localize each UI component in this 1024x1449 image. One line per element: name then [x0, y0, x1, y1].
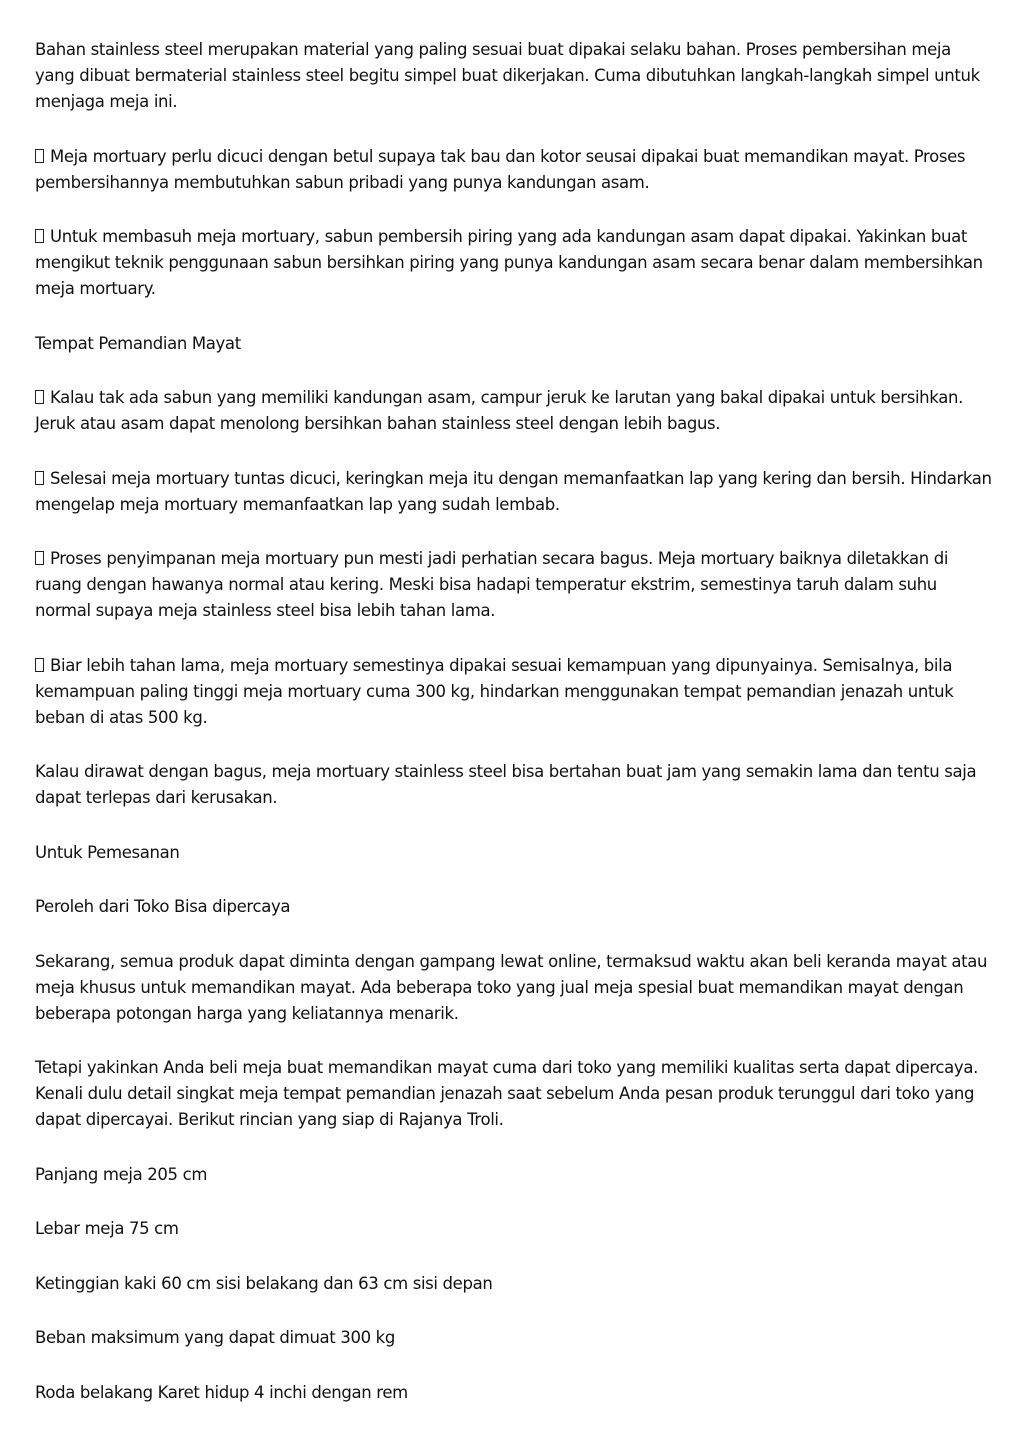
- paragraph: [35, 759, 995, 811]
- paragraph: [35, 949, 995, 1027]
- paragraph-text: Panjang meja 205 cm: [35, 1164, 208, 1184]
- spec-line: [35, 1325, 995, 1351]
- paragraph-text: Selesai meja mortuary tuntas dicuci, keringkan meja itu dengan memanfaatkan lap yang kering dan bersih. Hindarkan mengelap meja mortuary memanfaatkan lap yang sudah lembab.: [35, 468, 997, 514]
- bullet-paragraph: [35, 466, 995, 518]
- spec-line: [35, 1271, 995, 1297]
- section-heading: [35, 331, 995, 357]
- spec-line: [35, 1380, 995, 1406]
- paragraph-text: Lebar meja 75 cm: [35, 1219, 179, 1238]
- paragraph-text: Untuk membasuh meja mortuary, sabun pembersih piring yang ada kandungan asam dapat dipakai. Yakinkan buat mengikut teknik penggunaan sabun bersihkan piring yang punya kandungan asam secara benar dalam membersihkan meja mortuary.: [35, 227, 988, 298]
- spec-line: [35, 1162, 995, 1188]
- paragraph-text: Ketinggian kaki 60 cm sisi belakang dan 63 cm sisi depan: [35, 1273, 493, 1293]
- paragraph-text: Kalau dirawat dengan bagus, meja mortuary stainless steel bisa bertahan buat jam yang semakin lama dan tentu saja dapat terlepas dari kerusakan.: [35, 762, 982, 807]
- paragraph-text: Biar lebih tahan lama, meja mortuary semestinya dipakai sesuai kemampuan yang dipunyainya. Semisalnya, bila kemampuan paling tinggi meja mortuary cuma 300 kg, hindarkan menggunakan tempat pemandian jenazah untuk beban di atas 500 kg.: [35, 655, 959, 727]
- section-heading: [35, 894, 995, 920]
- bullet-paragraph: [35, 385, 995, 437]
- paragraph: [35, 37, 995, 115]
- missing-glyph-icon: [35, 149, 44, 163]
- paragraph-text: Bahan stainless steel merupakan material yang paling sesuai buat dipakai selaku bahan. Proses pembersihan meja yang dibuat bermaterial stainless steel begitu simpel buat dikerjakan. Cuma dibutuhkan langkah-langkah simpel untuk menjaga meja ini.: [35, 40, 985, 111]
- missing-glyph-icon: [35, 551, 44, 565]
- document-body: [35, 37, 995, 1434]
- paragraph: [35, 1055, 995, 1133]
- spec-line: [35, 1216, 995, 1242]
- paragraph-text: Proses penyimpanan meja mortuary pun mesti jadi perhatian secara bagus. Meja mortuary baiknya diletakkan di ruang dengan hawanya normal atau kering. Meski bisa hadapi temperatur ekstrim, semestinya taruh dalam suhu normal supaya meja stainless steel bisa lebih tahan lama.: [35, 549, 953, 620]
- section-heading: [35, 840, 995, 866]
- missing-glyph-icon: [35, 658, 44, 672]
- paragraph-text: Roda belakang Karet hidup 4 inchi dengan rem: [35, 1382, 408, 1402]
- paragraph-text: Tetapi yakinkan Anda beli meja buat memandikan mayat cuma dari toko yang memiliki kualitas serta dapat dipercaya. Kenali dulu detail singkat meja tempat pemandian jenazah saat sebelum Anda pesan produk terunggul dari toko yang dapat dipercayai. Berikut rincian yang siap di Rajanya Troli.: [35, 1058, 983, 1129]
- paragraph-text: Kalau tak ada sabun yang memiliki kandungan asam, campur jeruk ke larutan yang bakal dipakai untuk bersihkan. Jeruk atau asam dapat menolong bersihkan bahan stainless steel dengan lebih bagus.: [35, 388, 968, 433]
- bullet-paragraph: [35, 546, 995, 624]
- missing-glyph-icon: [35, 471, 44, 485]
- bullet-paragraph: [35, 653, 995, 731]
- missing-glyph-icon: [35, 390, 44, 404]
- paragraph-text: Untuk Pemesanan: [35, 842, 180, 862]
- bullet-paragraph: [35, 144, 995, 196]
- missing-glyph-icon: [35, 229, 44, 243]
- bullet-paragraph: [35, 224, 995, 302]
- paragraph-text: Tempat Pemandian Mayat: [35, 333, 241, 353]
- paragraph-text: Sekarang, semua produk dapat diminta dengan gampang lewat online, termaksud waktu akan beli keranda mayat atau meja khusus untuk memandikan mayat. Ada beberapa toko yang jual meja spesial buat memandikan mayat dengan beberapa potongan harga yang keliatannya menarik.: [35, 951, 993, 1023]
- paragraph-text: Beban maksimum yang dapat dimuat 300 kg: [35, 1328, 395, 1347]
- paragraph-text: Meja mortuary perlu dicuci dengan betul supaya tak bau dan kotor seusai dipakai buat memandikan mayat. Proses pembersihannya membutuhkan sabun pribadi yang punya kandungan asam.: [35, 146, 971, 192]
- paragraph-text: Peroleh dari Toko Bisa dipercaya: [35, 897, 291, 916]
